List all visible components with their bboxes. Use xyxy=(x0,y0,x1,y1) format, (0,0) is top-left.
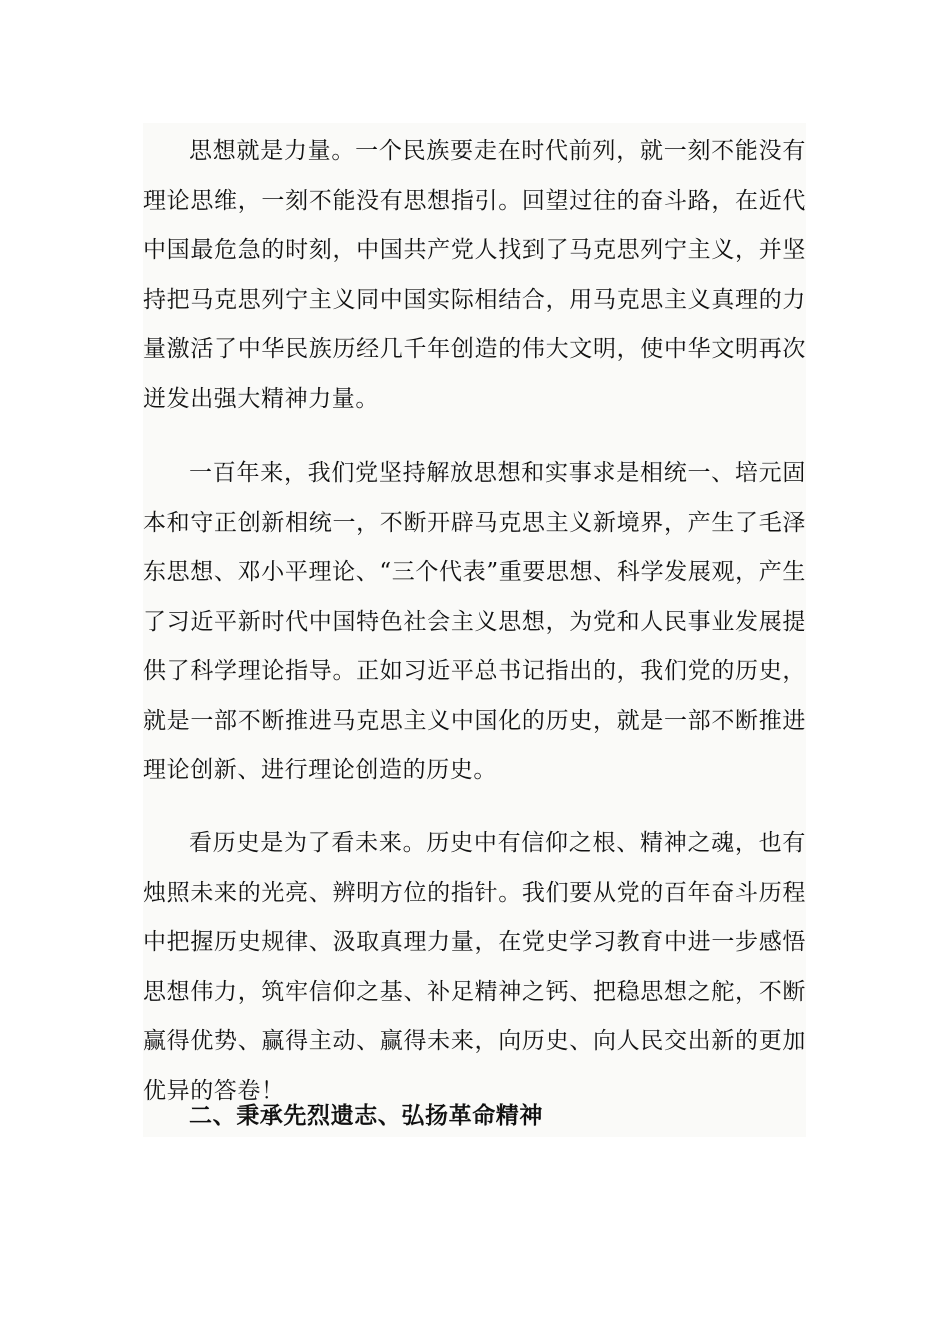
paragraph-century-theory: 一百年来，我们党坚持解放思想和实事求是相统一、培元固本和守正创新相统一，不断开辟马克思主义新境界，产生了毛泽东思想、邓小平理论、“三个代表”重要思想、科学发展观，产生了习近平新时代中国特色社会主义思想，为党和人民事业发展提供了科学理论指导。正如习近平总书记指出的，我们党的历史，就是一部不断推进马克思主义中国化的历史，就是一部不断推进理论创新、进行理论创造的历史。 xyxy=(143,460,806,783)
document-body xyxy=(143,123,806,1137)
section-heading: 二、秉承先烈遗志、弘扬革命精神 xyxy=(189,1102,543,1129)
paragraph-ideology-power: 思想就是力量。一个民族要走在时代前列，就一刻不能没有理论思维，一刻不能没有思想指引。回望过往的奋斗路，在近代中国最危急的时刻，中国共产党人找到了马克思列宁主义，并坚持把马克思列宁主义同中国实际相结合，用马克思主义真理的力量激活了中华民族历经几千年创造的伟大文明，使中华文明再次迸发出强大精神力量。 xyxy=(143,138,806,412)
paragraph-history-future: 看历史是为了看未来。历史中有信仰之根、精神之魂，也有烛照未来的光亮、辨明方位的指针。我们要从党的百年奋斗历程中把握历史规律、汲取真理力量，在党史学习教育中进一步感悟思想伟力，筑牢信仰之基、补足精神之钙、把稳思想之舵，不断赢得优势、赢得主动、赢得未来，向历史、向人民交出新的更加优异的答卷！ xyxy=(143,830,806,1104)
